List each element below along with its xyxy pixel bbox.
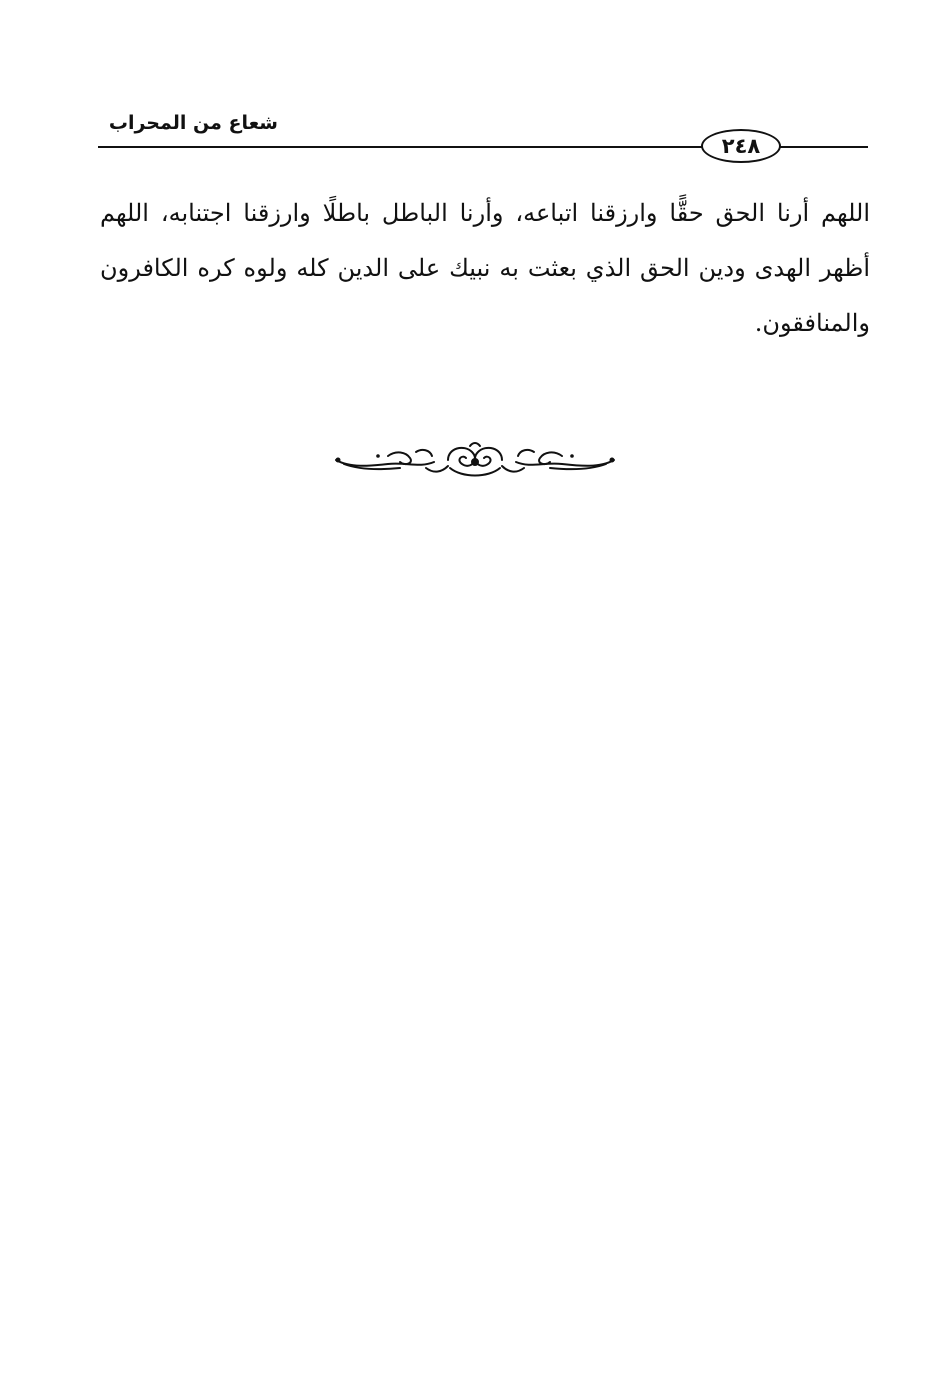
running-header-title: شعاع من المحراب [108,112,278,134]
decorative-scroll-divider-icon [330,438,620,484]
body-paragraph: اللهم أرنا الحق حقًّا وارزقنا اتباعه، وأرنا الباطل باطلًا وارزقنا اجتنابه، اللهم أظهر الهدى ودين الحق الذي بعثت به نبيك على الدين كله ولوه كره الكافرون والمنافقون. [100,199,870,337]
page-number: ٢٤٨ [721,134,761,158]
page-number-badge [701,129,781,163]
